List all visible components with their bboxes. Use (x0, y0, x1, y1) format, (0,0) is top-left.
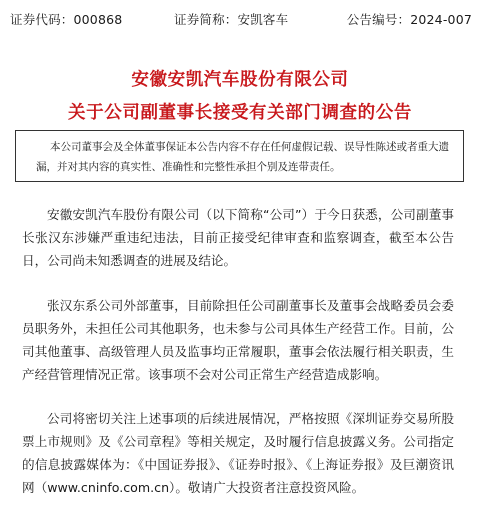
company-name-title: 安徽安凯汽车股份有限公司 (131, 70, 349, 90)
stock-abbreviation: 证券简称：安凯客车 (174, 12, 289, 27)
body-paragraph-2: 张汉东系公司外部董事，目前除担任公司副董事长及董事会战略委员会委员职务外，未担任公司其他职务，也未参与公司具体生产经营工作。目前，公司其他董事、高级管理人员及监事均正常履职，董事会依法履行相关职责，生产经营管理情况正常。该事项不会对公司正常生产经营造成影响。 (22, 298, 454, 382)
announcement-subject-title: 关于公司副董事长接受有关部门调查的公告 (68, 103, 412, 123)
board-guarantee-statement: 本公司董事会及全体董事保证本公告内容不存在任何虚假记载、误导性陈述或者重大遗漏，并对其内容的真实性、准确性和完整性承担个别及连带责任。 (36, 141, 449, 173)
body-paragraph-3: 公司将密切关注上述事项的后续进展情况，严格按照《深圳证券交易所股票上市规则》及《公司章程》等相关规定，及时履行信息披露义务。公司指定的信息披露媒体为：《中国证券报》、《证券时报》、《上海证券报》及巨潮资讯网（www.cninfo.com.cn）。敬请广大投资者注意投资风险。 (22, 411, 454, 495)
body-paragraph-1: 安徽安凯汽车股份有限公司（以下简称“公司”）于今日获悉，公司副董事长张汉东涉嫌严重违纪违法，目前正接受纪律审查和监察调查，截至本公告日，公司尚未知悉调查的进展及结论。 (22, 207, 454, 268)
stock-code: 证券代码：000868 (10, 12, 123, 27)
board-guarantee-statement-box (15, 130, 464, 182)
notice-number: 公告编号：2024-007 (346, 12, 472, 27)
announcement-header (10, 10, 472, 30)
